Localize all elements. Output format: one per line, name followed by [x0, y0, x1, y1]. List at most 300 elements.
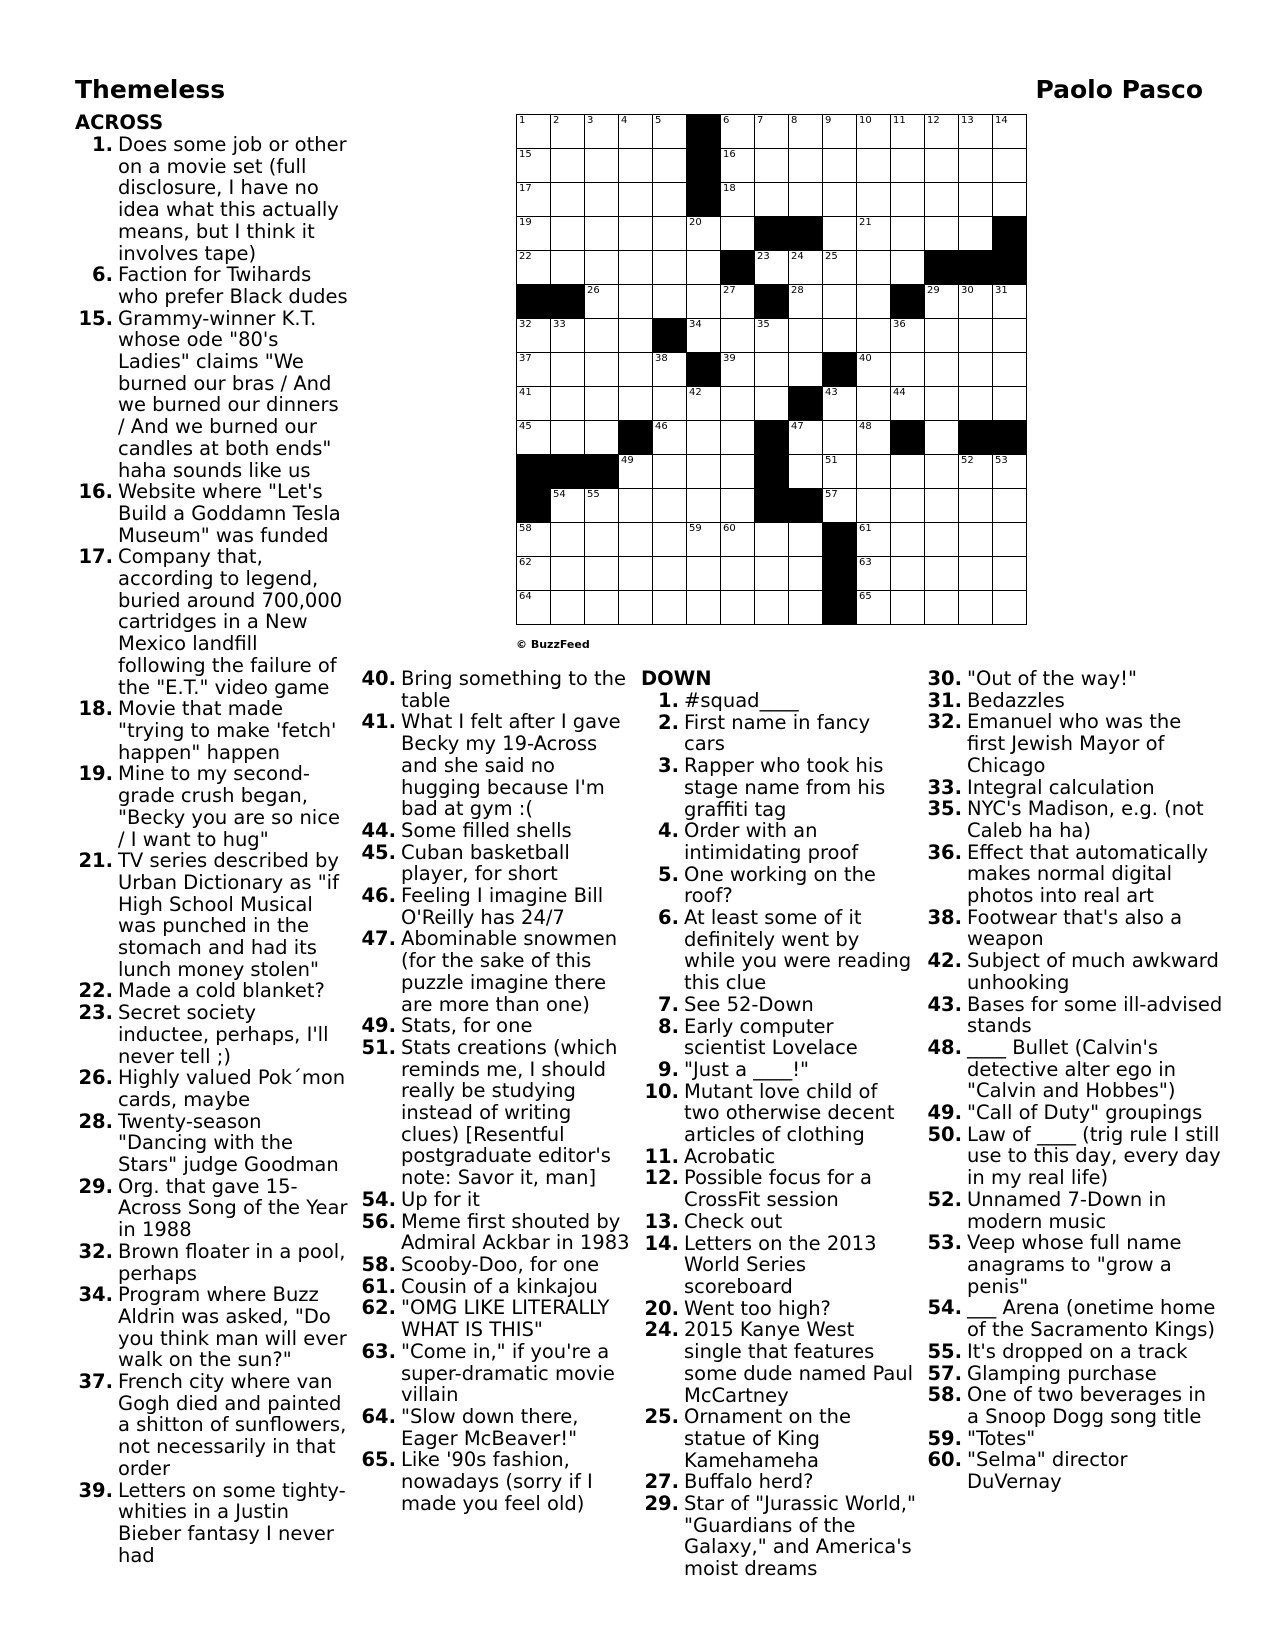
clue-number: 46.: [361, 884, 396, 908]
black-square: [823, 353, 857, 387]
cell-number: 25: [825, 251, 838, 262]
cell-number: 65: [859, 591, 872, 602]
grid-cell[interactable]: [959, 115, 993, 149]
grid-cell[interactable]: [823, 387, 857, 421]
grid-cell[interactable]: [687, 285, 721, 319]
clue: [75, 763, 350, 850]
clue: [641, 690, 916, 712]
clue-number: 23.: [78, 1001, 113, 1025]
puzzle-title: Themeless: [75, 75, 226, 104]
grid-cell[interactable]: [857, 421, 891, 455]
grid-cell[interactable]: [891, 319, 925, 353]
grid-cell[interactable]: [653, 217, 687, 251]
clue-text: First name in fancy cars: [684, 710, 871, 756]
grid-cell[interactable]: [585, 251, 619, 285]
grid-cell[interactable]: [653, 421, 687, 455]
grid-cell[interactable]: [891, 251, 925, 285]
clue-text: Buffalo herd?: [684, 1470, 814, 1494]
clue: [358, 1449, 633, 1514]
clue-text: What I felt after I gave Becky my 19-Across and she said no hugging because I'm bad at gym :(: [401, 710, 621, 821]
clue-text: Acrobatic: [684, 1144, 776, 1168]
grid-cell[interactable]: [755, 115, 789, 149]
grid-cell[interactable]: [857, 489, 891, 523]
clue-number: 37.: [78, 1370, 113, 1394]
clue-text: Bring something to the table: [401, 667, 626, 712]
cell-number: 29: [927, 285, 940, 296]
grid-cell[interactable]: [891, 489, 925, 523]
cell-number: 21: [859, 217, 872, 228]
black-square: [755, 421, 789, 455]
grid-cell[interactable]: [823, 455, 857, 489]
grid-cell[interactable]: [551, 421, 585, 455]
grid-cell[interactable]: [619, 319, 653, 353]
grid-cell[interactable]: [721, 421, 755, 455]
grid-cell[interactable]: [687, 387, 721, 421]
grid-cell[interactable]: [925, 489, 959, 523]
clue-text: Glamping purchase: [967, 1361, 1157, 1385]
grid-cell[interactable]: [517, 353, 551, 387]
grid-cell[interactable]: [891, 591, 925, 625]
grid-cell[interactable]: [925, 591, 959, 625]
grid-cell[interactable]: [857, 455, 891, 489]
grid-cell[interactable]: [721, 149, 755, 183]
grid-cell[interactable]: [925, 183, 959, 217]
grid-cell[interactable]: [789, 455, 823, 489]
grid-cell[interactable]: [721, 557, 755, 591]
grid-cell[interactable]: [823, 183, 857, 217]
clue-number: 31.: [927, 688, 962, 712]
grid-cell[interactable]: [721, 217, 755, 251]
grid-cell[interactable]: [857, 319, 891, 353]
black-square: [551, 285, 585, 319]
clue: [924, 1232, 1224, 1297]
grid-cell[interactable]: [789, 353, 823, 387]
grid-cell[interactable]: [789, 421, 823, 455]
grid-cell[interactable]: [993, 591, 1027, 625]
grid-cell[interactable]: [891, 183, 925, 217]
grid-cell[interactable]: [653, 353, 687, 387]
cell-number: 23: [757, 251, 770, 262]
grid-cell[interactable]: [925, 217, 959, 251]
grid-cell[interactable]: [619, 523, 653, 557]
grid-cell[interactable]: [721, 285, 755, 319]
grid-cell[interactable]: [517, 387, 551, 421]
grid-cell[interactable]: [789, 115, 823, 149]
grid-cell[interactable]: [959, 557, 993, 591]
grid-cell[interactable]: [857, 183, 891, 217]
grid-cell[interactable]: [517, 557, 551, 591]
cell-number: 28: [791, 285, 804, 296]
clue-number: 59.: [927, 1426, 962, 1450]
black-square: [687, 115, 721, 149]
grid-cell[interactable]: [585, 489, 619, 523]
clue-number: 7.: [658, 992, 679, 1016]
clue-number: 58.: [361, 1252, 396, 1276]
grid-cell[interactable]: [721, 455, 755, 489]
clue-number: 29.: [78, 1174, 113, 1198]
grid-cell[interactable]: [993, 489, 1027, 523]
clue-text: ___ Arena (onetime home of the Sacramento Kings): [967, 1296, 1216, 1342]
grid-cell[interactable]: [959, 149, 993, 183]
grid-cell[interactable]: [551, 523, 585, 557]
grid-cell[interactable]: [585, 183, 619, 217]
grid-cell[interactable]: [993, 523, 1027, 557]
grid-cell[interactable]: [755, 557, 789, 591]
clue: [924, 1102, 1224, 1124]
grid-cell[interactable]: [925, 523, 959, 557]
grid-cell[interactable]: [789, 523, 823, 557]
clue: [358, 1406, 633, 1449]
cell-number: 34: [689, 319, 702, 330]
grid-cell[interactable]: [823, 115, 857, 149]
grid-cell[interactable]: [517, 183, 551, 217]
grid-cell[interactable]: [993, 115, 1027, 149]
grid-cell[interactable]: [823, 319, 857, 353]
grid-cell[interactable]: [721, 387, 755, 421]
grid-cell[interactable]: [755, 149, 789, 183]
grid-cell[interactable]: [925, 353, 959, 387]
grid-cell[interactable]: [721, 523, 755, 557]
grid-cell[interactable]: [789, 319, 823, 353]
clue-number: 58.: [927, 1383, 962, 1407]
grid-cell[interactable]: [517, 421, 551, 455]
clue-number: 38.: [927, 905, 962, 929]
cell-number: 24: [791, 251, 804, 262]
grid-cell[interactable]: [687, 455, 721, 489]
grid-cell[interactable]: [959, 387, 993, 421]
grid-cell[interactable]: [993, 183, 1027, 217]
grid-cell[interactable]: [857, 387, 891, 421]
grid-cell[interactable]: [585, 421, 619, 455]
grid-cell[interactable]: [959, 353, 993, 387]
grid-cell[interactable]: [959, 523, 993, 557]
clue: [641, 820, 916, 863]
grid-cell[interactable]: [551, 115, 585, 149]
clue-text: Highly valued Pok´mon cards, maybe: [118, 1066, 346, 1111]
grid-cell[interactable]: [517, 217, 551, 251]
grid-cell[interactable]: [993, 353, 1027, 387]
grid-cell[interactable]: [721, 115, 755, 149]
clue: [75, 850, 350, 980]
cell-number: 7: [757, 115, 764, 126]
grid-cell[interactable]: [551, 183, 585, 217]
grid-cell[interactable]: [653, 149, 687, 183]
grid-cell[interactable]: [857, 353, 891, 387]
grid-cell[interactable]: [687, 557, 721, 591]
cell-number: 45: [519, 421, 532, 432]
clue-number: 52.: [927, 1187, 962, 1211]
grid-cell[interactable]: [823, 149, 857, 183]
grid-cell[interactable]: [857, 149, 891, 183]
grid-cell[interactable]: [687, 319, 721, 353]
grid-cell[interactable]: [959, 217, 993, 251]
clue-text: 2015 Kanye West single that features some dude named Paul McCartney: [684, 1318, 914, 1407]
clue: [924, 777, 1224, 799]
grid-cell[interactable]: [551, 557, 585, 591]
cell-number: 6: [723, 115, 730, 126]
grid-cell[interactable]: [755, 183, 789, 217]
grid-cell[interactable]: [619, 353, 653, 387]
grid-cell[interactable]: [789, 149, 823, 183]
grid-cell[interactable]: [619, 183, 653, 217]
clue-text: At least some of it definitely went by while you were reading this clue: [684, 906, 912, 995]
clue-number: 3.: [658, 754, 679, 778]
grid-cell[interactable]: [551, 217, 585, 251]
clue: [358, 711, 633, 820]
grid-cell[interactable]: [755, 251, 789, 285]
grid-cell[interactable]: [619, 217, 653, 251]
grid-cell[interactable]: [823, 251, 857, 285]
grid-cell[interactable]: [891, 217, 925, 251]
clue-number: 30.: [927, 667, 962, 690]
grid-cell[interactable]: [687, 217, 721, 251]
grid-cell[interactable]: [857, 557, 891, 591]
clue: [75, 1111, 350, 1176]
crossword-grid[interactable]: [516, 114, 1027, 625]
grid-cell[interactable]: [585, 217, 619, 251]
clue-text: Went too high?: [684, 1296, 831, 1320]
grid-cell[interactable]: [619, 489, 653, 523]
grid-cell[interactable]: [517, 149, 551, 183]
grid-cell[interactable]: [619, 455, 653, 489]
grid-cell[interactable]: [687, 523, 721, 557]
clue-number: 56.: [361, 1209, 396, 1233]
grid-cell[interactable]: [687, 591, 721, 625]
grid-cell[interactable]: [619, 591, 653, 625]
grid-cell[interactable]: [585, 149, 619, 183]
clue: [75, 264, 350, 307]
grid-cell[interactable]: [959, 285, 993, 319]
grid-cell[interactable]: [993, 387, 1027, 421]
black-square: [959, 421, 993, 455]
grid-cell[interactable]: [653, 285, 687, 319]
grid-cell[interactable]: [857, 285, 891, 319]
clue-number: 54.: [927, 1296, 962, 1320]
grid-cell[interactable]: [891, 557, 925, 591]
clue: [358, 1276, 633, 1298]
grid-cell[interactable]: [653, 387, 687, 421]
grid-cell[interactable]: [925, 149, 959, 183]
grid-cell[interactable]: [925, 285, 959, 319]
grid-row: [517, 183, 1027, 217]
grid-cell[interactable]: [687, 489, 721, 523]
clue-text: One of two beverages in a Snoop Dogg song title: [967, 1383, 1207, 1428]
grid-cell[interactable]: [789, 591, 823, 625]
clue: [358, 1211, 633, 1254]
clue-number: 8.: [658, 1014, 679, 1038]
grid-cell[interactable]: [721, 183, 755, 217]
grid-cell[interactable]: [653, 115, 687, 149]
grid-cell[interactable]: [857, 591, 891, 625]
grid-cell[interactable]: [517, 115, 551, 149]
clue-text: See 52-Down: [684, 992, 814, 1016]
grid-cell[interactable]: [585, 557, 619, 591]
clue-number: 43.: [927, 992, 962, 1016]
grid-cell[interactable]: [823, 217, 857, 251]
cell-number: 17: [519, 183, 532, 194]
grid-cell[interactable]: [687, 251, 721, 285]
clue-number: 11.: [644, 1144, 679, 1168]
grid-cell[interactable]: [993, 319, 1027, 353]
grid-cell[interactable]: [721, 489, 755, 523]
grid-cell[interactable]: [857, 251, 891, 285]
grid-cell[interactable]: [891, 523, 925, 557]
grid-cell[interactable]: [925, 115, 959, 149]
grid-cell[interactable]: [823, 489, 857, 523]
grid-cell[interactable]: [823, 285, 857, 319]
grid-cell[interactable]: [959, 183, 993, 217]
grid-cell[interactable]: [551, 489, 585, 523]
copyright: © BuzzFeed: [516, 638, 590, 651]
grid-cell[interactable]: [585, 523, 619, 557]
clue: [641, 1167, 916, 1210]
grid-cell[interactable]: [721, 319, 755, 353]
grid-cell[interactable]: [755, 523, 789, 557]
grid-cell[interactable]: [585, 591, 619, 625]
grid-cell[interactable]: [891, 387, 925, 421]
clue-number: 9.: [658, 1057, 679, 1081]
grid-cell[interactable]: [619, 149, 653, 183]
grid-cell[interactable]: [959, 319, 993, 353]
cell-number: 39: [723, 353, 736, 364]
cell-number: 36: [893, 319, 906, 330]
grid-cell[interactable]: [619, 387, 653, 421]
grid-cell[interactable]: [993, 285, 1027, 319]
grid-cell[interactable]: [585, 387, 619, 421]
grid-row: [517, 455, 1027, 489]
clue: [641, 907, 916, 994]
grid-cell[interactable]: [517, 523, 551, 557]
grid-cell[interactable]: [891, 455, 925, 489]
clue-text: "Totes": [967, 1426, 1036, 1450]
clue-text: Footwear that's also a weapon: [967, 905, 1183, 951]
clue-number: 1.: [658, 689, 679, 712]
grid-cell[interactable]: [993, 149, 1027, 183]
grid-cell[interactable]: [925, 557, 959, 591]
grid-cell[interactable]: [721, 353, 755, 387]
clue-number: 12.: [644, 1166, 679, 1190]
grid-cell[interactable]: [925, 319, 959, 353]
clue: [75, 546, 350, 698]
grid-row: [517, 285, 1027, 319]
grid-cell[interactable]: [551, 251, 585, 285]
clue-text: Scooby-Doo, for one: [401, 1252, 600, 1276]
cell-number: 46: [655, 421, 668, 432]
black-square: [823, 523, 857, 557]
clue: [924, 711, 1224, 776]
grid-cell[interactable]: [585, 319, 619, 353]
grid-cell[interactable]: [789, 183, 823, 217]
clue: [75, 1002, 350, 1067]
grid-cell[interactable]: [585, 353, 619, 387]
grid-cell[interactable]: [755, 353, 789, 387]
grid-cell[interactable]: [551, 591, 585, 625]
grid-cell[interactable]: [653, 251, 687, 285]
grid-cell[interactable]: [891, 149, 925, 183]
clue-number: 36.: [927, 840, 962, 864]
grid-cell[interactable]: [585, 115, 619, 149]
black-square: [789, 217, 823, 251]
clue-text: Veep whose full name anagrams to "grow a penis": [967, 1231, 1182, 1298]
grid-cell[interactable]: [755, 591, 789, 625]
clue-number: 22.: [78, 979, 113, 1003]
cell-number: 15: [519, 149, 532, 160]
grid-cell[interactable]: [551, 353, 585, 387]
grid-cell[interactable]: [653, 523, 687, 557]
grid-cell[interactable]: [755, 319, 789, 353]
grid-cell[interactable]: [653, 591, 687, 625]
grid-cell[interactable]: [517, 319, 551, 353]
clue-text: Like '90s fashion, nowadays (sorry if I made you feel old): [401, 1448, 593, 1515]
grid-cell[interactable]: [517, 251, 551, 285]
black-square: [993, 251, 1027, 285]
clue-number: 49.: [927, 1101, 962, 1125]
grid-cell[interactable]: [653, 183, 687, 217]
grid-cell[interactable]: [789, 285, 823, 319]
grid-cell[interactable]: [551, 319, 585, 353]
clue-text: Rapper who took his stage name from his graffiti tag: [684, 754, 886, 821]
cell-number: 64: [519, 591, 532, 602]
grid-cell[interactable]: [959, 591, 993, 625]
grid-cell[interactable]: [857, 217, 891, 251]
clue: [75, 1241, 350, 1284]
grid-cell[interactable]: [551, 387, 585, 421]
grid-cell[interactable]: [755, 387, 789, 421]
clue: [358, 928, 633, 1015]
cell-number: 13: [961, 115, 974, 126]
clue-number: 64.: [361, 1404, 396, 1428]
grid-cell[interactable]: [653, 455, 687, 489]
grid-cell[interactable]: [619, 557, 653, 591]
clue-text: Mine to my second-grade crush began, "Becky you are so nice / I want to hug": [118, 762, 340, 851]
grid-cell[interactable]: [653, 489, 687, 523]
grid-cell[interactable]: [925, 455, 959, 489]
grid-cell[interactable]: [823, 421, 857, 455]
clue: [641, 755, 916, 820]
grid-cell[interactable]: [687, 421, 721, 455]
clue: [75, 698, 350, 763]
grid-cell[interactable]: [891, 115, 925, 149]
grid-cell[interactable]: [585, 285, 619, 319]
grid-cell[interactable]: [925, 421, 959, 455]
grid-cell[interactable]: [517, 591, 551, 625]
grid-cell[interactable]: [721, 591, 755, 625]
grid-cell[interactable]: [551, 149, 585, 183]
grid-cell[interactable]: [619, 115, 653, 149]
grid-cell[interactable]: [789, 557, 823, 591]
grid-cell[interactable]: [959, 455, 993, 489]
clue-text: Early computer scientist Lovelace: [684, 1014, 858, 1060]
grid-cell[interactable]: [619, 285, 653, 319]
grid-cell[interactable]: [653, 557, 687, 591]
grid-cell[interactable]: [857, 523, 891, 557]
cell-number: 57: [825, 489, 838, 500]
clue-text: Movie that made "trying to make 'fetch' happen" happen: [118, 697, 337, 764]
grid-cell[interactable]: [619, 251, 653, 285]
grid-cell[interactable]: [891, 353, 925, 387]
grid-cell[interactable]: [993, 557, 1027, 591]
clue-text: Abominable snowmen (for the sake of this puzzle imagine there are more than one): [401, 927, 618, 1016]
grid-cell[interactable]: [959, 489, 993, 523]
clue: [641, 1233, 916, 1298]
grid-cell[interactable]: [925, 387, 959, 421]
cell-number: 55: [587, 489, 600, 500]
grid-cell[interactable]: [789, 251, 823, 285]
grid-cell[interactable]: [993, 455, 1027, 489]
black-square: [755, 217, 789, 251]
grid-cell[interactable]: [857, 115, 891, 149]
clue-text: Possible focus for a CrossFit session: [684, 1166, 872, 1212]
